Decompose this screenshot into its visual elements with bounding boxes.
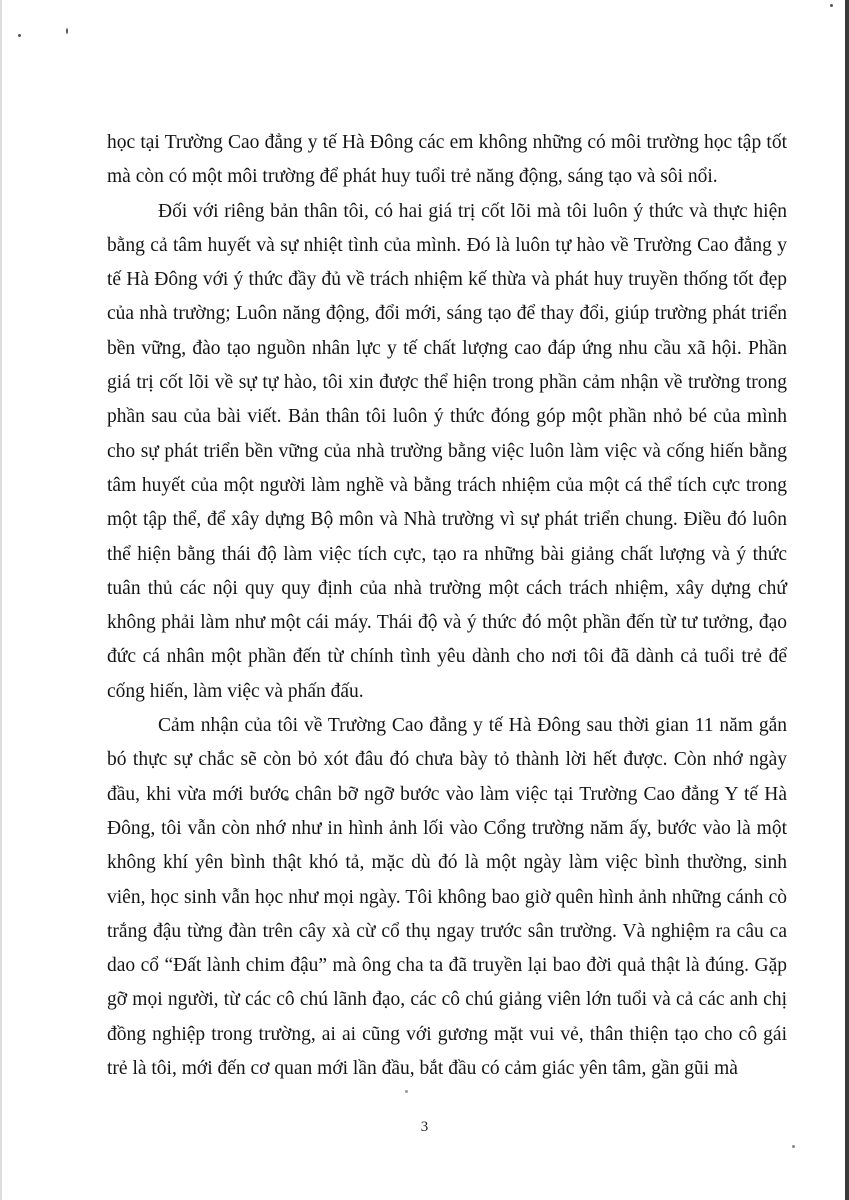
paragraph-2-line: của nhà trường; Luôn năng động, đổi mới, sáng tạo để thay đổi, giúp trường phát triển — [107, 303, 787, 325]
paragraph-2-line: không phải làm như một cái máy. Thái độ và ý thức đó một phần đến từ tư tưởng, đạo — [107, 612, 787, 634]
paragraph-2-line: phần sau của bài viết. Bản thân tôi luôn ý thức đóng góp một phần nhỏ bé của mình — [107, 406, 787, 428]
scan-speck — [830, 4, 833, 7]
paragraph-3-line: đầu, khi vừa mới bước chân bỡ ngỡ bước vào làm việc tại Trường Cao đẳng Y tế Hà — [107, 783, 787, 805]
paragraph-2-line: thể hiện bằng thái độ làm việc tích cực, tạo ra những bài giảng chất lượng và ý thức — [107, 543, 787, 565]
paragraph-1-line: học tại Trường Cao đẳng y tế Hà Đông các em không những có môi trường học tập tốt — [107, 132, 787, 153]
paragraph-2-line: giá trị cốt lõi về sự tự hào, tôi xin được thể hiện trong phần cảm nhận về trường trong — [107, 372, 787, 394]
document-body — [107, 126, 787, 1086]
paragraph-2-line: tuân thủ các nội quy quy định của nhà trường một cách trách nhiệm, xây dựng chứ — [107, 577, 787, 599]
page-number: 3 — [420, 1119, 429, 1135]
scan-speck — [66, 28, 68, 34]
paragraph-2-line: bằng cả tâm huyết và sự nhiệt tình của mình. Đó là luôn tự hào về Trường Cao đẳng y — [107, 234, 787, 256]
paragraph-3-line: Đông, tôi vẫn còn nhớ như in hình ảnh lối vào Cổng trường năm ấy, bước vào là một — [107, 817, 787, 839]
paragraph-3-line: trắng đậu từng đàn trên cây xà cừ cổ thụ ngay trước sân trường. Và nghiệm ra câu ca — [107, 920, 787, 942]
paragraph-1-line: mà còn có một môi trường để phát huy tuổi trẻ năng động, sáng tạo và sôi nổi. — [107, 166, 718, 188]
paragraph-3-line: bó thực sự chắc sẽ còn bỏ xót đâu đó chưa bày tỏ thành lời hết được. Còn nhớ ngày — [107, 749, 787, 771]
scan-speck — [792, 1145, 795, 1148]
paragraph-3-line: không khí yên bình thật khó tả, mặc dù đó là một ngày làm việc bình thường, sinh — [107, 852, 787, 874]
paragraph-3-line: viên, học sinh vẫn học như mọi ngày. Tôi không bao giờ quên hình ảnh những cánh cò — [107, 886, 787, 908]
scan-speck — [405, 1090, 408, 1093]
paragraph-2-line: bền vững, đào tạo nguồn nhân lực y tế chất lượng cao đáp ứng nhu cầu xã hội. Phần — [107, 337, 787, 359]
paragraph-2-line: cống hiến, làm việc và phấn đấu. — [107, 680, 364, 702]
scan-speck — [18, 34, 21, 37]
scan-edge-left — [0, 0, 2, 1200]
paragraph-3-line: đồng nghiệp trong trường, ai ai cũng với gương mặt vui vẻ, thân thiện tạo cho cô gái — [107, 1023, 787, 1045]
paragraph-2-line: đức cá nhân một phần đến từ chính tình yêu dành cho nơi tôi đã dành cả tuổi trẻ để — [107, 646, 787, 668]
paragraph-2-line: một tập thể, để xây dựng Bộ môn và Nhà trường vì sự phát triển chung. Điều đó luôn — [107, 509, 787, 531]
scan-edge-right — [845, 0, 849, 1200]
paragraph-3-line: dao cổ “Đất lành chim đậu” mà ông cha ta đã truyền lại bao đời quả thật là đúng. Gặp — [107, 955, 787, 977]
paragraph-3-line: gỡ mọi người, từ các cô chú lãnh đạo, các cô chú giảng viên lớn tuổi và cả các anh chị — [107, 989, 787, 1011]
paragraph-2-line: tế Hà Đông với ý thức đầy đủ về trách nhiệm kế thừa và phát huy truyền thống tốt đẹp — [107, 269, 787, 291]
paragraph-2-line: cho sự phát triển bền vững của nhà trường bằng việc luôn làm việc và cống hiến bằng — [107, 440, 787, 462]
paragraph-2-line: tâm huyết của một người làm nghề và bằng trách nhiệm của một cá thể tích cực trong — [107, 474, 787, 496]
paragraph-3-line: Cảm nhận của tôi về Trường Cao đẳng y tế Hà Đông sau thời gian 11 năm gắn — [158, 715, 787, 737]
paragraph-2-line: Đối với riêng bản thân tôi, có hai giá trị cốt lõi mà tôi luôn ý thức và thực hiện — [158, 200, 787, 222]
paragraph-3-line: trẻ là tôi, mới đến cơ quan mới lần đầu, bắt đầu có cảm giác yên tâm, gần gũi mà — [107, 1058, 738, 1080]
